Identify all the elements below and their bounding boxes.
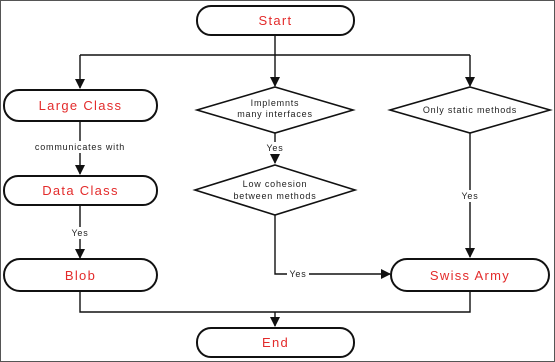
only-static-methods-decision — [390, 87, 550, 133]
only-static-label: Only static methods — [422, 105, 518, 115]
edge-label-yes-data-blob: Yes — [71, 228, 89, 238]
swiss-army-label: Swiss Army — [429, 268, 511, 283]
start-label: Start — [258, 13, 293, 28]
edge-label-communicates-with: communicates with — [34, 142, 126, 152]
implements-label-line1: Implemnts — [250, 98, 300, 108]
blob-to-end-line — [80, 291, 470, 312]
blob-node — [4, 259, 157, 291]
low-cohesion-label-line2: between methods — [233, 191, 317, 201]
data-class-node — [4, 176, 157, 205]
data-class-label: Data Class — [42, 183, 119, 198]
end-node — [197, 328, 354, 357]
implements-label-line2: many interfaces — [237, 109, 313, 119]
low-cohesion-decision — [195, 165, 355, 215]
low-cohesion-label-line1: Low cohesion — [242, 179, 308, 189]
large-class-node — [4, 90, 157, 121]
start-node — [197, 6, 354, 35]
implements-many-interfaces-decision — [197, 87, 353, 133]
edge-label-yes-implements-low: Yes — [266, 143, 284, 153]
end-label: End — [261, 335, 290, 350]
edge-label-yes-low-swiss: Yes — [289, 269, 307, 279]
swiss-army-node — [391, 259, 549, 291]
blob-label: Blob — [64, 268, 97, 283]
arrow-low-to-swiss — [275, 215, 390, 274]
large-class-label: Large Class — [38, 98, 123, 113]
edge-label-yes-static-swiss: Yes — [461, 191, 479, 201]
